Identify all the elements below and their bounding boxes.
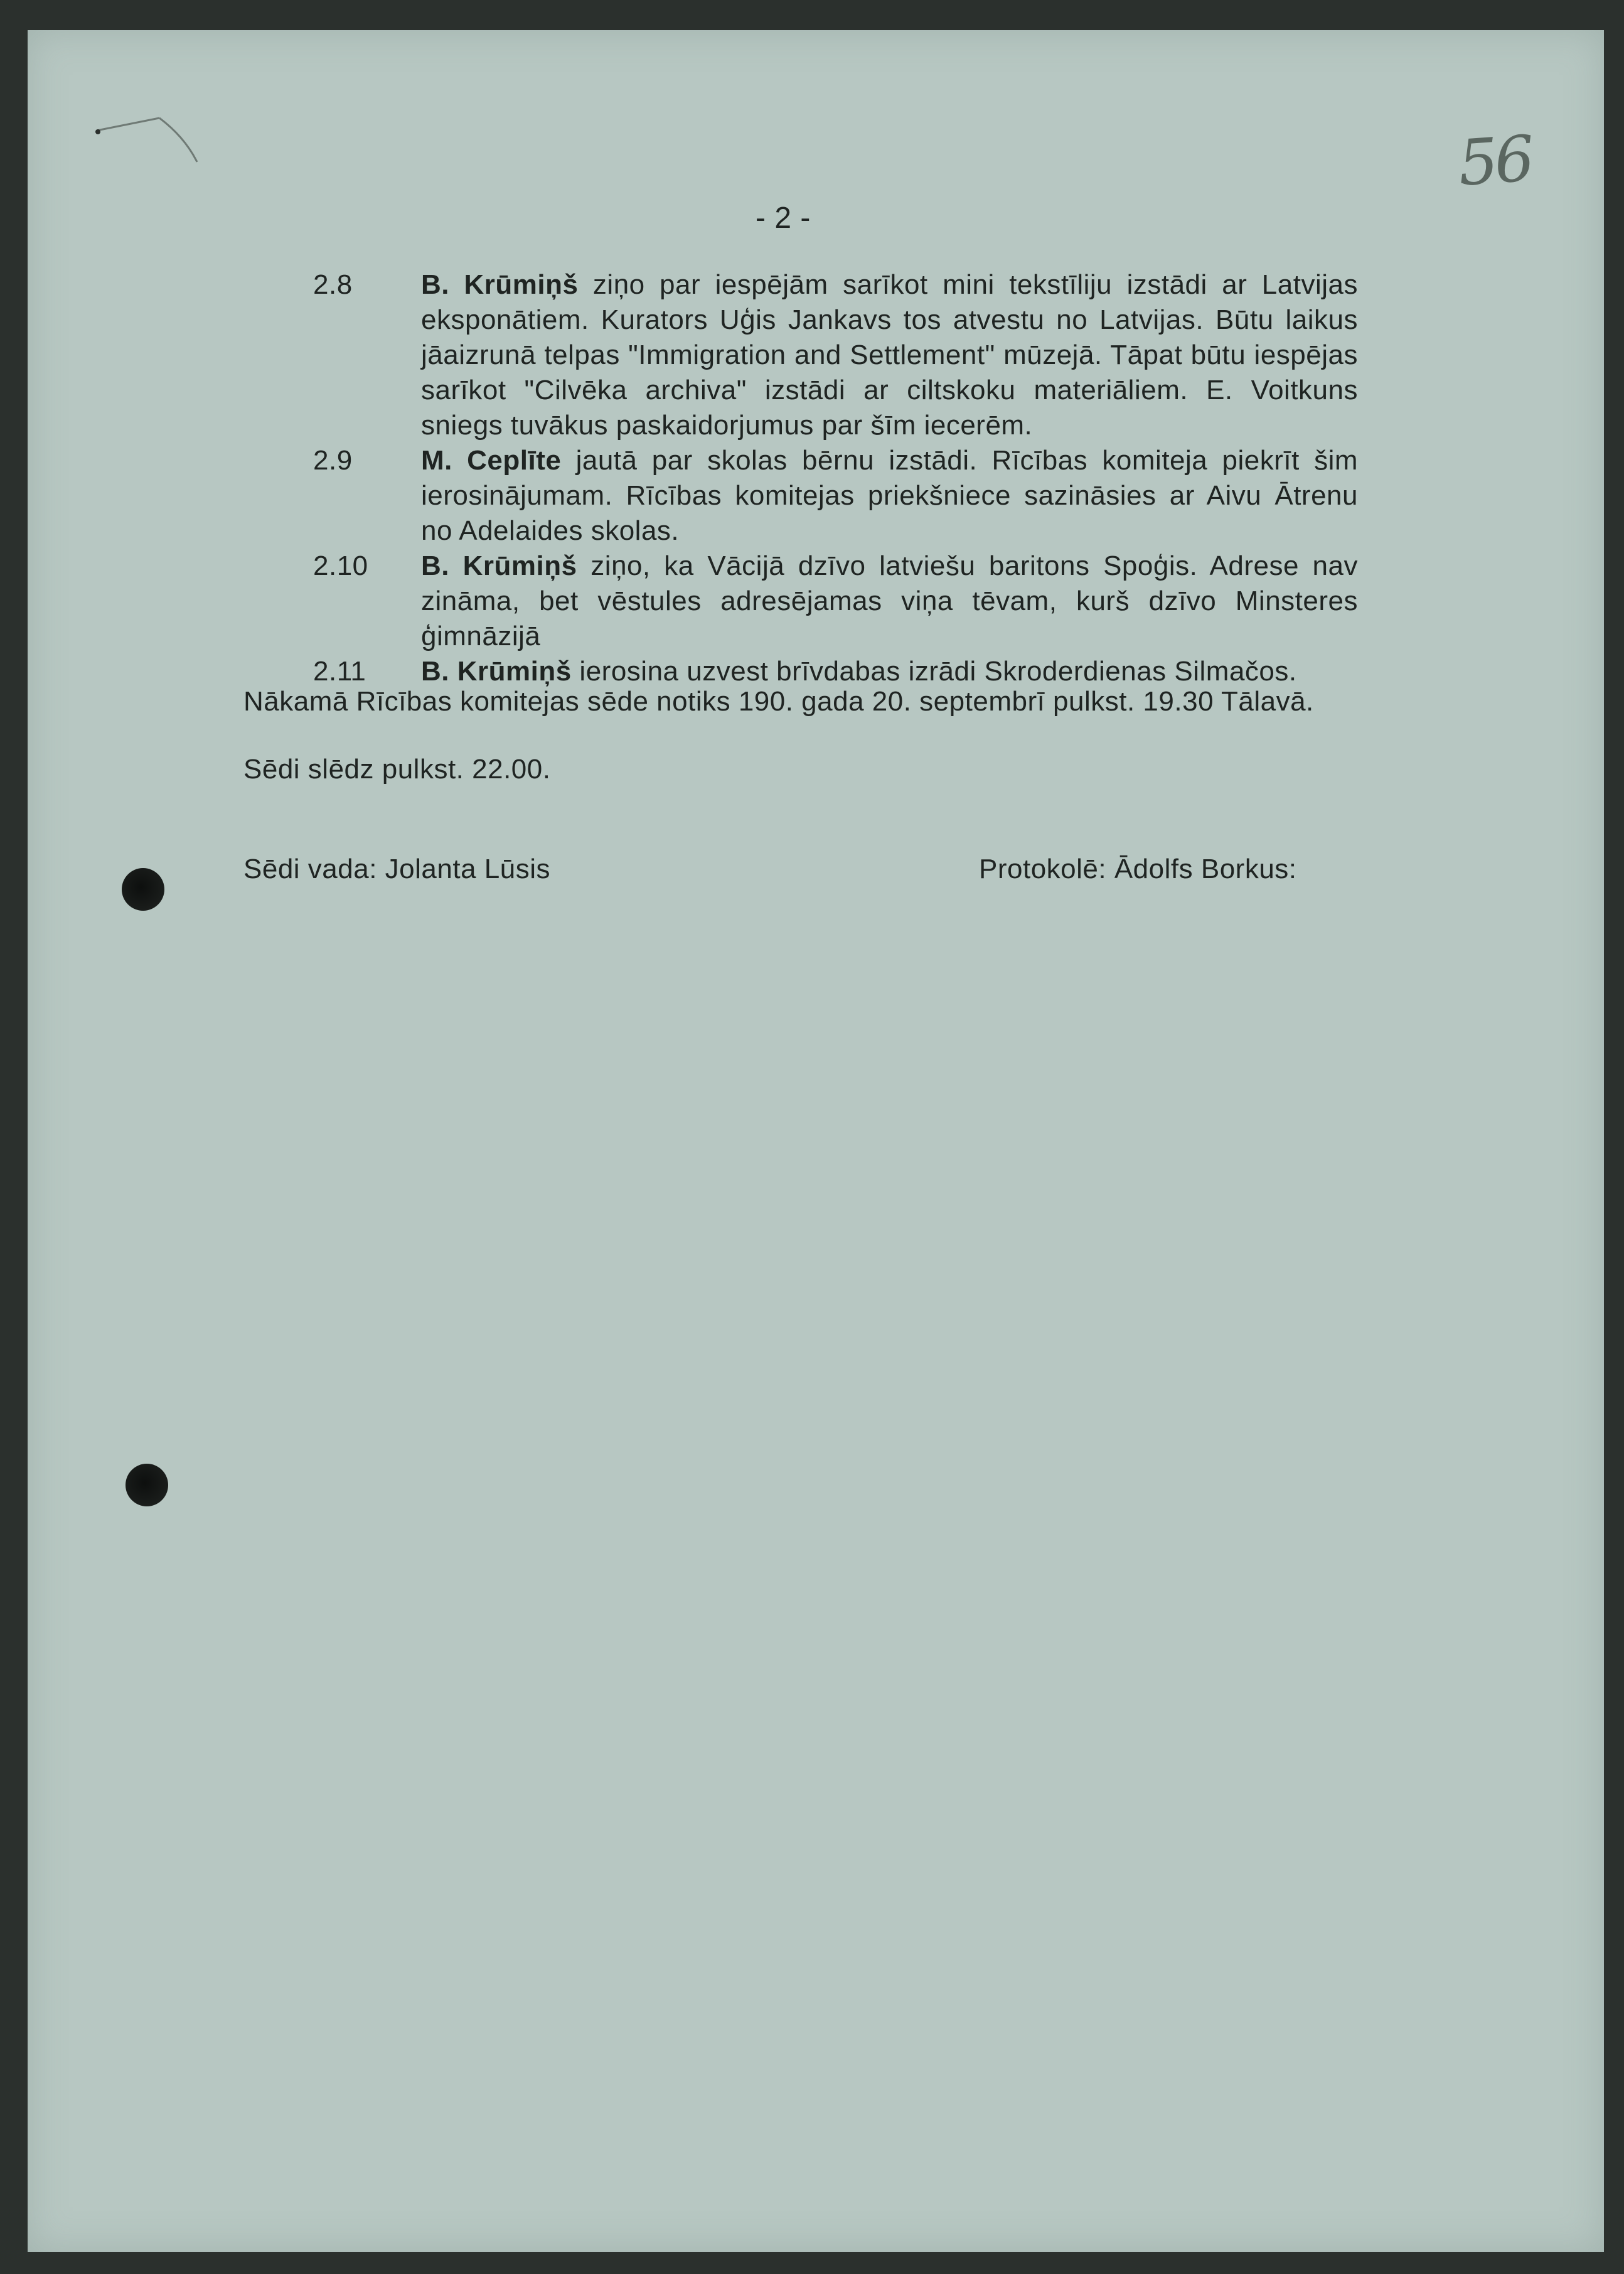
item-number: 2.10 xyxy=(313,550,368,581)
item-body xyxy=(421,443,1358,549)
item-number: 2.8 xyxy=(313,269,353,300)
agenda-item xyxy=(313,443,1358,549)
pencil-mark xyxy=(90,99,210,181)
punch-hole xyxy=(122,868,164,911)
agenda-item xyxy=(313,267,1358,443)
item-speaker: B. Krūmiņš xyxy=(421,656,572,687)
next-meeting-notice: Nākamā Rīcības komitejas sēde notiks 190. gada 20. septembrī pulkst. 19.30 Tālavā. xyxy=(243,686,1314,717)
item-speaker: M. Ceplīte xyxy=(421,445,562,476)
item-speaker: B. Krūmiņš xyxy=(421,269,579,300)
item-text: ziņo par iespējām sarīkot mini tekstīliju izstādi ar Latvijas eksponātiem. Kurators Uģis Jankavs tos atvestu no Latvijas. Būtu laikus jāaizrunā telpas "Immigration and Settlement" mūzejā. Tāpat būtu iespējas sarīkot "Cilvēka archiva" izstādi ar ciltskoku materiāliem. E. Voitkuns sniegs tuvākus paskaidorjumus par šīm iecerēm. xyxy=(421,269,1358,441)
folio-number: 56 xyxy=(1456,122,1534,200)
signature-block xyxy=(243,854,1373,889)
closing-statement: Sēdi slēdz pulkst. 22.00. xyxy=(243,754,551,785)
item-number: 2.9 xyxy=(313,445,353,476)
chair-signature: Sēdi vada: Jolanta Lūsis xyxy=(243,854,550,884)
punch-hole xyxy=(126,1464,168,1506)
item-text: ierosina uzvest brīvdabas izrādi Skroderdienas Silmačos. xyxy=(571,656,1297,687)
item-number: 2.11 xyxy=(313,656,366,687)
item-text: jautā par skolas bērnu izstādi. Rīcības komiteja piekrīt šim ierosinājumam. Rīcības komitejas priekšniece sazināsies ar Aivu Ātrenu no Adelaides skolas. xyxy=(421,445,1358,546)
secretary-signature: Protokolē: Ādolfs Borkus: xyxy=(979,854,1297,884)
page-number: - 2 - xyxy=(756,201,811,235)
document-page xyxy=(28,30,1604,2252)
item-body xyxy=(421,549,1358,654)
agenda-item xyxy=(313,549,1358,654)
item-body xyxy=(421,267,1358,443)
agenda-items xyxy=(313,267,1358,689)
item-speaker: B. Krūmiņš xyxy=(421,550,577,581)
item-text: ziņo, ka Vācijā dzīvo latviešu baritons Spoģis. Adrese nav zināma, bet vēstules adresējamas viņa tēvam, kurš dzīvo Minsteres ģimnāzijā xyxy=(421,550,1358,652)
